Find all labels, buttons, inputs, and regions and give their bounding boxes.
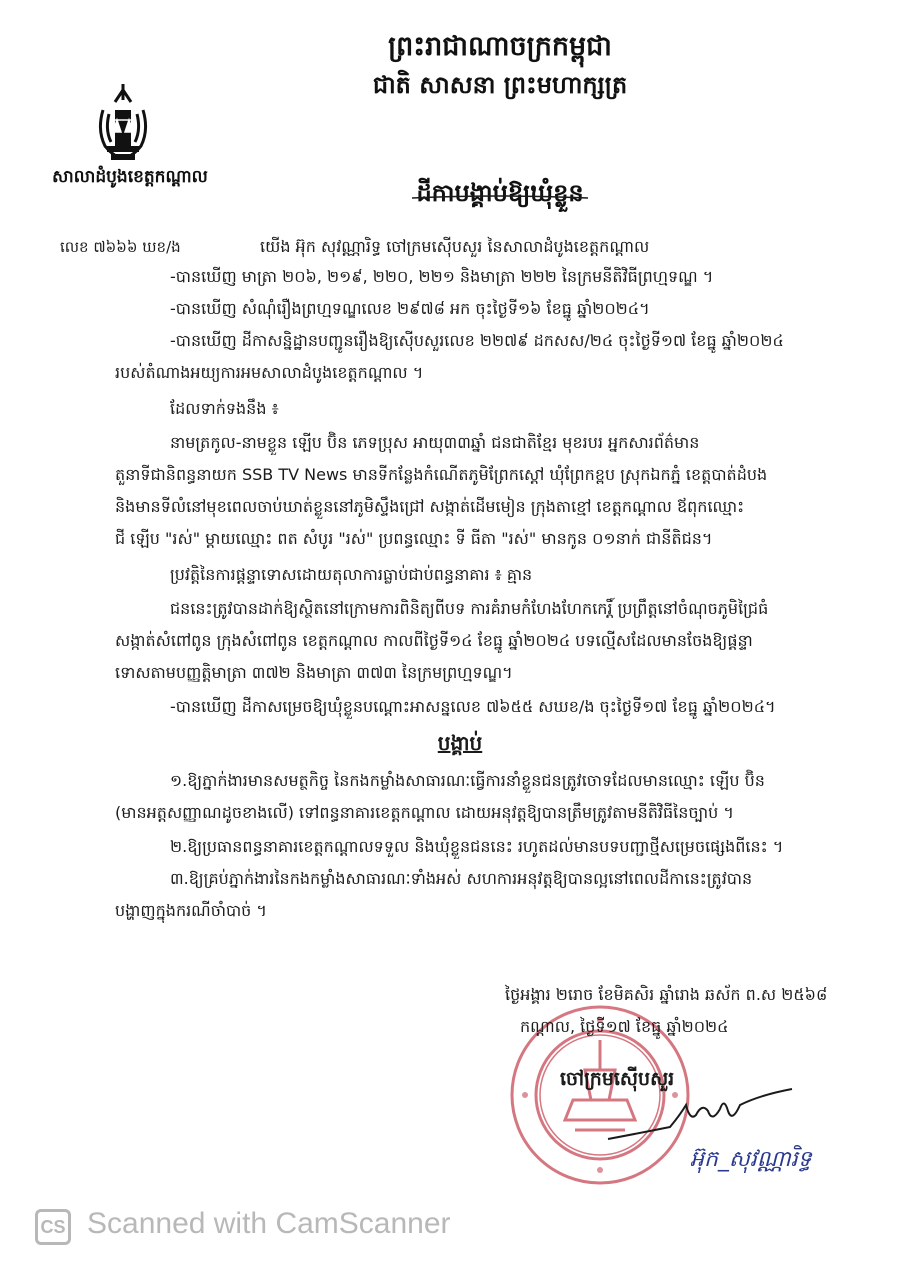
order-line: បង្ហាញក្នុងករណីចាំបាច់ ។ [115, 901, 267, 920]
body-line: និងមានទីលំនៅមុខពេលចាប់ឃាត់ខ្លួននៅភូមិស្ទឹងជ្រៅ សង្កាត់ដើមមៀន ក្រុងតាខ្មៅ ខេត្តកណ្ដាល ឪពុកឈ្មោះ [115, 497, 745, 516]
order-line: (មានអត្តសញ្ញាណដូចខាងលើ) ទៅពន្ធនាគារខេត្តកណ្ដាល ដោយអនុវត្តឱ្យបានត្រឹមត្រូវតាមនីតិវិធីនៃច្បាប់ ។ [115, 803, 734, 822]
body-line: នាមត្រកូល-នាមខ្លួន ឡើប ប៊ិន ភេទប្រុស អាយុ៣៣ឆ្នាំ ជនជាតិខ្មែរ មុខរបរ អ្នកសារព័ត៌មាន [170, 433, 700, 452]
order-line: ២.ឱ្យប្រធានពន្ធនាគារខេត្តកណ្ដាលទទួល និងឃុំខ្លួនជននេះ រហូតដល់មានបទបញ្ជាថ្មីសម្រេចផ្សេងពីនេះ ។ [170, 837, 784, 856]
document-title: ដីកាបង្គាប់ឱ្យឃុំខ្លួន [416, 179, 584, 207]
lunar-date: ថ្ងៃអង្គារ ២រោច ខែមិគសិរ ឆ្នាំរោង ឆស័ក ព.ស ២៥៦៨ [505, 985, 828, 1004]
motto-heading: ជាតិ សាសនា ព្រះមហាក្សត្រ [372, 71, 628, 99]
kingdom-heading: ព្រះរាជាណាចក្រកម្ពុជា [388, 31, 612, 62]
intro-line: យើង អ៊ុក សុវណ្ណារិទ្ធ ចៅក្រមស៊ើបសួរ នៃសាលាដំបូងខេត្តកណ្ដាល [260, 237, 650, 256]
body-line: សង្កាត់សំពៅពូន ក្រុងសំពៅពូន ខេត្តកណ្ដាល កាលពីថ្ងៃទី១៤ ខែធ្នូ ឆ្នាំ២០២៤ បទល្មើសដែលមានចែងឱ្យផ្ដន្ទា [115, 631, 753, 650]
body-line: -បានឃើញ ដីកាសម្រេចឱ្យឃុំខ្លួនបណ្ដោះអាសន្នលេខ ៧៦៥៥ សឃខ/ង ចុះថ្ងៃទី១៧ ខែធ្នូ ឆ្នាំ២០២៤។ [170, 697, 776, 716]
body-line: ជី ឡើប "រស់" ម្ដាយឈ្មោះ ពត សំបូរ "រស់" ប្រពន្ធឈ្មោះ ទី ធីតា "រស់" មានកូន ០១នាក់ ជានីតិជន។ [115, 529, 713, 548]
body-line: ប្រវត្តិនៃការផ្ដន្ទាទោសដោយតុលាការធ្លាប់ជាប់ពន្ធនាគារ ៖ គ្មាន [170, 565, 533, 584]
court-name: សាលាដំបូងខេត្តកណ្ដាល [52, 167, 208, 187]
document-number: លេខ ៧៦៦៦ ឃខ/ង [60, 238, 181, 256]
body-line: ជននេះត្រូវបានដាក់ឱ្យស្ថិតនៅក្រោមការពិនិត្យពីបទ ការគំរាមកំហែងហែកកេរ្តិ៍ ប្រព្រឹត្តនៅចំណុចភូមិជ្រៃធំ [170, 599, 769, 618]
watermark-text: Scanned with CamScanner [87, 1207, 451, 1240]
body-line: ទោសតាមបញ្ញត្តិមាត្រា ៣៧២ និងមាត្រា ៣៧៣ នៃក្រមព្រហ្មទណ្ឌ។ [115, 663, 513, 682]
signer-name: អ៊ុក_សុវណ្ណារិទ្ធ [690, 1147, 812, 1172]
body-line: ដែលទាក់ទងនឹង ៖ [170, 399, 279, 418]
camscanner-watermark [35, 1205, 515, 1253]
order-heading: បង្គាប់ [437, 731, 483, 755]
order-line: ៣.ឱ្យគ្រប់ភ្នាក់ងារនៃកងកម្លាំងសាធារណៈទាំងអស់ សហការអនុវត្តឱ្យបានល្អនៅពេលដីកានេះត្រូវបាន [170, 869, 753, 888]
body-line: តួនាទីជានិពន្ធនាយក SSB TV News មានទីកន្លែងកំណើតភូមិព្រែកស្តៅ ឃុំព្រែកខ្ពប ស្រុកឯកភ្នំ ខេត្តបាត់ដំបង [115, 465, 768, 484]
camscanner-logo-icon: CS [35, 1209, 71, 1245]
title-underline-icon [410, 192, 590, 200]
court-emblem-icon [93, 80, 153, 165]
signer-title: ចៅក្រមស៊ើបសួរ [560, 1068, 675, 1090]
body-line: -បានឃើញ ដីកាសន្និដ្ឋានបញ្ជូនរឿងឱ្យស៊ើបសួរលេខ ២២៧៩ ដកសស/២៤ ចុះថ្ងៃទី១៧ ខែធ្នូ ឆ្នាំ២០២៤ [170, 331, 784, 350]
body-line: របស់តំណាងអយ្យការអមសាលាដំបូងខេត្តកណ្ដាល ។ [115, 363, 424, 382]
place-date: កណ្ដាល, ថ្ងៃទី១៧ ខែធ្នូ ឆ្នាំ២០២៤ [520, 1017, 729, 1036]
body-line: -បានឃើញ មាត្រា ២០៦, ២១៩, ២២០, ២២១ និងមាត្រា ២២២ នៃក្រមនីតិវិធីព្រហ្មទណ្ឌ ។ [170, 267, 714, 286]
body-line: -បានឃើញ សំណុំរឿងព្រហ្មទណ្ឌលេខ ២៩៧៨ អក ចុះថ្ងៃទី១៦ ខែធ្នូ ឆ្នាំ២០២៤។ [170, 299, 650, 318]
order-line: ១.ឱ្យភ្នាក់ងារមានសមត្ថកិច្ច នៃកងកម្លាំងសាធារណៈធ្វើការនាំខ្លួនជនត្រូវចោទដែលមានឈ្មោះ ឡើប ប៊ិន [170, 771, 765, 790]
